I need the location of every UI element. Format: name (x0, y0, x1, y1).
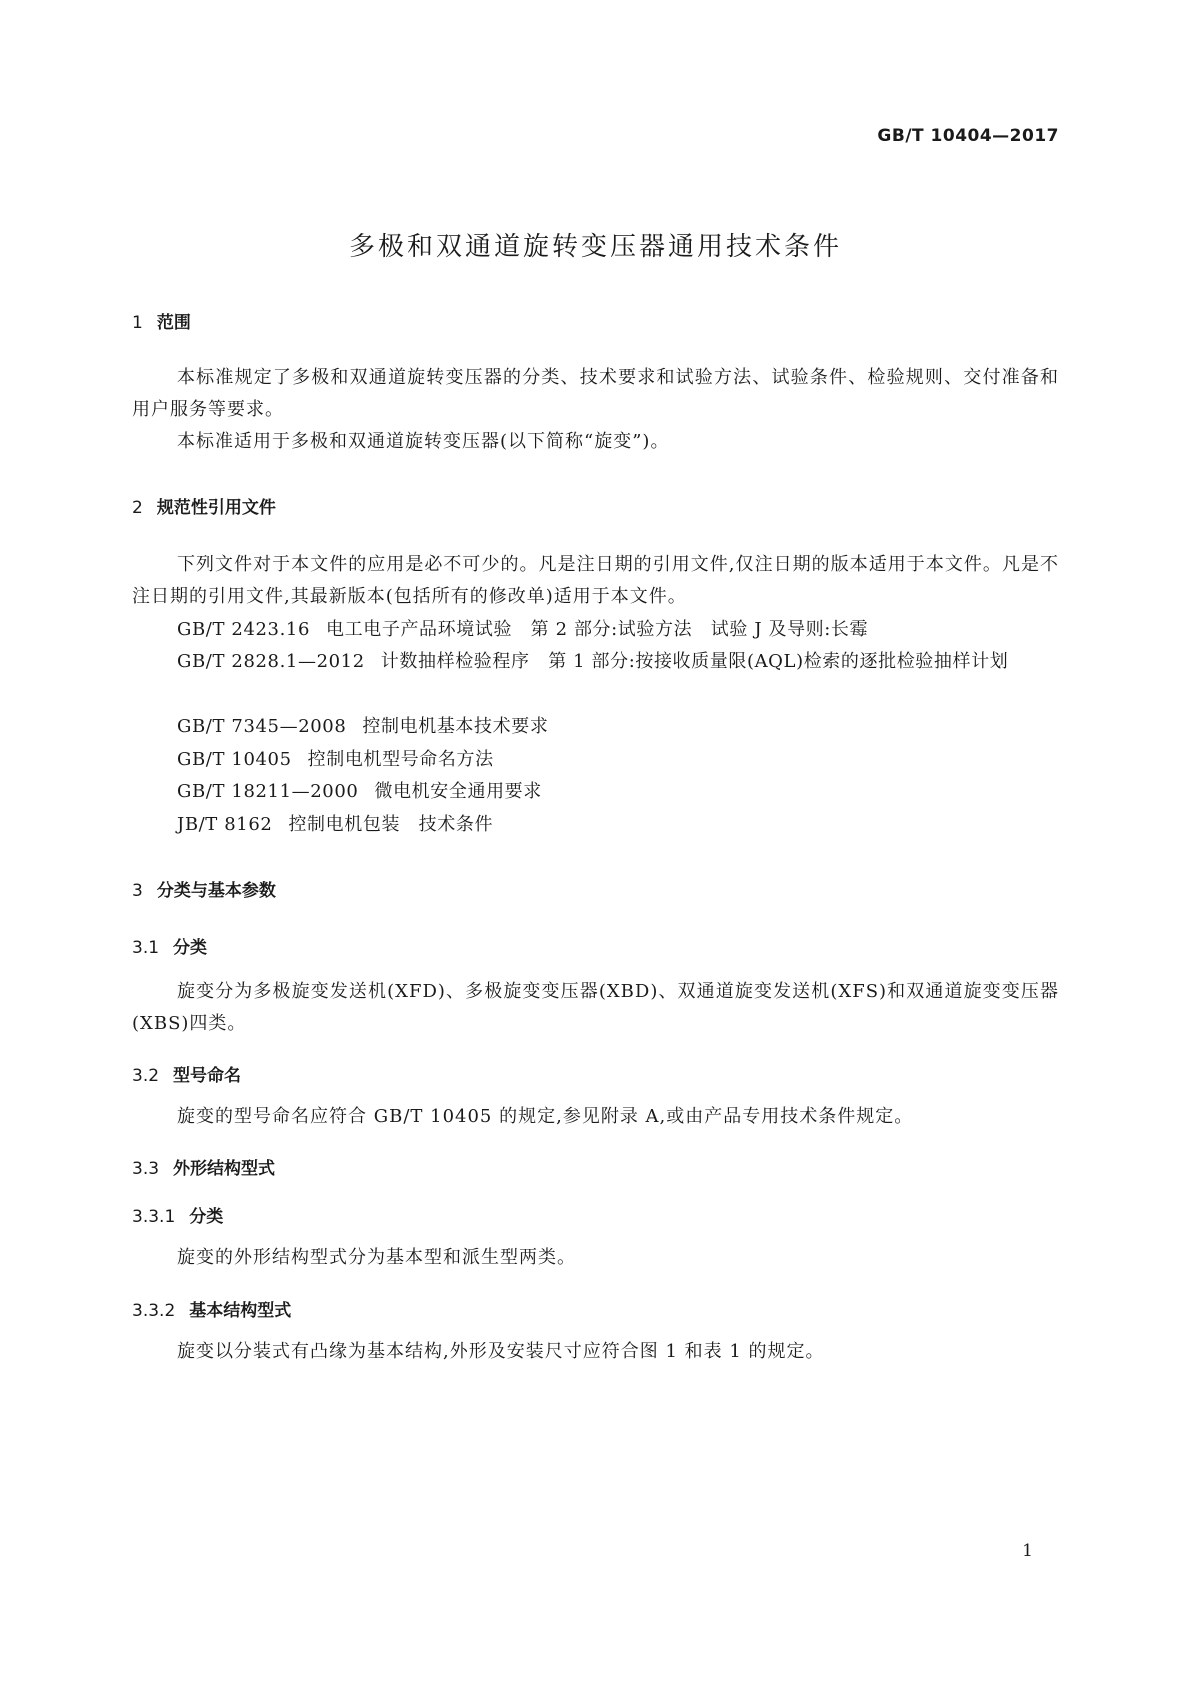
section-number: 2 (132, 498, 143, 518)
section-title: 型号命名 (173, 1066, 242, 1086)
reference-code: GB/T 2828.1—2012 (177, 651, 365, 672)
section-title: 分类 (173, 938, 208, 958)
section-title: 规范性引用文件 (156, 498, 276, 518)
reference-title: 微电机安全通用要求 (374, 781, 542, 802)
section-number: 3 (132, 881, 143, 901)
reference-title: 控制电机型号命名方法 (307, 749, 494, 770)
section-number: 3.1 (132, 938, 160, 958)
section-number: 3.2 (132, 1066, 160, 1086)
reference-code: GB/T 10405 (177, 749, 292, 770)
reference-title: 控制电机包装 技术条件 (288, 814, 494, 835)
paragraph: 本标准规定了多极和双通道旋转变压器的分类、技术要求和试验方法、试验条件、检验规则、交付准备和用户服务等要求。 (132, 367, 1059, 420)
reference-item (132, 776, 1059, 808)
reference-title: 电工电子产品环境试验 第 2 部分:试验方法 试验 J 及导则:长霉 (326, 619, 869, 640)
section-3-heading (132, 876, 276, 901)
paragraph: 下列文件对于本文件的应用是必不可少的。凡是注日期的引用文件,仅注日期的版本适用于本文件。凡是不注日期的引用文件,其最新版本(包括所有的修改单)适用于本文件。 (132, 554, 1059, 607)
section-3-1-heading (132, 933, 207, 958)
section-title: 基本结构型式 (189, 1301, 292, 1321)
standard-code: GB/T 10404—2017 (877, 126, 1059, 146)
reference-code: GB/T 2423.16 (177, 619, 311, 640)
section-number: 3.3.1 (132, 1207, 176, 1227)
reference-item (132, 614, 1059, 646)
paragraph: 旋变的外形结构型式分为基本型和派生型两类。 (177, 1247, 576, 1268)
section-3-3-heading (132, 1154, 275, 1179)
section-title: 分类 (189, 1207, 224, 1227)
page-number: 1 (1022, 1541, 1033, 1561)
reference-title: 控制电机基本技术要求 (362, 716, 549, 737)
section-title: 外形结构型式 (173, 1159, 276, 1179)
paragraph: 本标准适用于多极和双通道旋转变压器(以下简称“旋变”)。 (177, 431, 670, 452)
section-title: 范围 (156, 313, 191, 333)
section-2-heading (132, 493, 276, 518)
reference-item (132, 809, 1059, 841)
reference-item (132, 646, 1059, 678)
paragraph: 旋变分为多极旋变发送机(XFD)、多极旋变变压器(XBD)、双通道旋变发送机(XFS)和双通道旋变变压器(XBS)四类。 (132, 981, 1059, 1034)
reference-code: JB/T 8162 (177, 814, 273, 835)
section-title: 分类与基本参数 (156, 881, 276, 901)
reference-item (132, 711, 1059, 743)
section-number: 3.3.2 (132, 1301, 176, 1321)
reference-item (132, 744, 1059, 776)
reference-code: GB/T 18211—2000 (177, 781, 359, 802)
paragraph: 旋变以分装式有凸缘为基本结构,外形及安装尺寸应符合图 1 和表 1 的规定。 (177, 1341, 825, 1362)
reference-title: 计数抽样检验程序 第 1 部分:按接收质量限(AQL)检索的逐批检验抽样计划 (380, 651, 1009, 672)
document-title: 多极和双通道旋转变压器通用技术条件 (348, 232, 842, 262)
section-3-3-2-heading (132, 1296, 291, 1321)
section-1-heading (132, 308, 191, 333)
section-number: 1 (132, 313, 143, 333)
section-number: 3.3 (132, 1159, 160, 1179)
reference-code: GB/T 7345—2008 (177, 716, 347, 737)
section-3-3-1-heading (132, 1202, 223, 1227)
section-3-2-heading (132, 1061, 241, 1086)
paragraph: 旋变的型号命名应符合 GB/T 10405 的规定,参见附录 A,或由产品专用技术条件规定。 (177, 1106, 914, 1127)
